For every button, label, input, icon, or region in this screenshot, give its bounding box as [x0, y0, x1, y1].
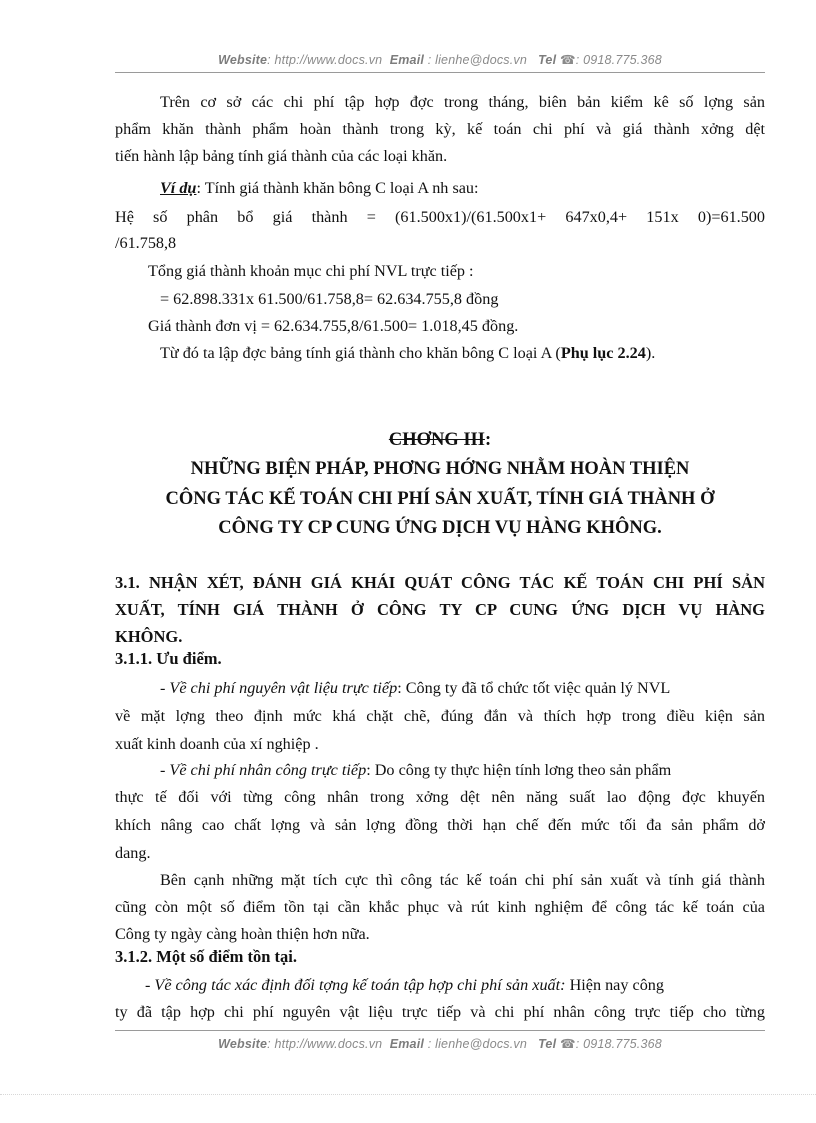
para-a-label: - Về chi phí nguyên vật liệu trực tiếp	[160, 679, 398, 697]
footer-website-label: Website	[218, 1037, 268, 1051]
para-a-line1	[160, 678, 765, 698]
section-3-1-1: 3.1.1. Ưu điểm.	[115, 649, 222, 668]
chapter-title-line1: NHỮNG BIỆN PHÁP, PHƠNG HỚNG NHẰM HOÀN THIỆN	[190, 459, 690, 479]
footer-website-url[interactable]: : http://www.docs.vn	[267, 1037, 383, 1051]
page-header	[115, 52, 765, 67]
formula2: Tổng giá thành khoản mục chi phí NVL trực tiếp :	[148, 262, 474, 280]
para-a-line2: về mặt lợng theo định mức khá chặt chẽ, đúng đắn và thích hợp trong điều kiện sản	[115, 707, 765, 725]
para-b-line2: thực tế đối với từng công nhân trong xởng dệt nên năng suất lao động đợc khuyến	[115, 788, 765, 806]
footer-rule	[115, 1030, 765, 1031]
footer-email-address[interactable]: : lienhe@docs.vn	[427, 1037, 528, 1051]
formula5	[160, 343, 810, 363]
formula1-line1: Hệ số phân bổ giá thành = (61.500x1)/(61.500x1+ 647x0,4+ 151x 0)=61.500	[115, 208, 765, 226]
para-a-line3: xuất kinh doanh của xí nghiệp .	[115, 735, 319, 753]
para-b-line1	[160, 760, 765, 780]
tel-label: Tel	[538, 53, 557, 67]
formula3: = 62.898.331x 61.500/61.758,8= 62.634.755,8 đồng	[160, 290, 499, 308]
website-label: Website	[218, 53, 268, 67]
chapter-colon: :	[484, 430, 492, 450]
section-3-1-line3: KHÔNG.	[115, 627, 183, 646]
section-3-1-2: 3.1.2. Một số điểm tồn tại.	[115, 947, 297, 966]
para-c-line2: cũng còn một số điểm tồn tại cần khắc phục và rút kinh nghiệm để công tác kế toán của	[115, 898, 765, 916]
para-a-text: : Công ty đã tổ chức tốt việc quản lý NVL	[397, 679, 671, 697]
section-3-1-line1: 3.1. NHẬN XÉT, ĐÁNH GIÁ KHÁI QUÁT CÔNG TÁC KẾ TOÁN CHI PHÍ SẢN	[115, 573, 765, 592]
page-bottom-dotted-line	[0, 1090, 816, 1095]
formula4: Giá thành đơn vị = 62.634.755,8/61.500= 1.018,45 đồng.	[148, 317, 519, 335]
p1-line1: Trên cơ sở các chi phí tập hợp đợc trong tháng, biên bản kiểm kê số lợng sản	[160, 93, 765, 111]
p1-line3: tiến hành lập bảng tính giá thành của các loại khăn.	[115, 147, 448, 165]
footer-email-label: Email	[389, 1037, 425, 1051]
email-label: Email	[389, 53, 425, 67]
para-c-line3: Công ty ngày càng hoàn thiện hơn nữa.	[115, 925, 370, 943]
formula5-text: Từ đó ta lập đợc bảng tính giá thành cho khăn bông C loại A (	[160, 344, 561, 362]
website-url[interactable]: : http://www.docs.vn	[267, 53, 383, 67]
chapter-title-line3: CÔNG TY CP CUNG ỨNG DỊCH VỤ HÀNG KHÔNG.	[218, 518, 662, 538]
footer-tel-label: Tel	[538, 1037, 557, 1051]
para-b-label: - Về chi phí nhân công trực tiếp	[160, 761, 367, 779]
section-3-1-line2: XUẤT, TÍNH GIÁ THÀNH Ở CÔNG TY CP CUNG ỨNG DỊCH VỤ HÀNG	[115, 600, 765, 619]
p1-line2: phẩm khăn thành phẩm hoàn thành trong kỳ, kế toán chi phí và giá thành xởng dệt	[115, 120, 765, 138]
para-d-line1	[145, 975, 765, 995]
para-b-text: : Do công ty thực hiện tính lơng theo sản phẩm	[366, 761, 672, 779]
para-d-text: Hiện nay công	[565, 976, 664, 994]
chapter-title-line2: CÔNG TÁC KẾ TOÁN CHI PHÍ SẢN XUẤT, TÍNH GIÁ THÀNH Ở	[165, 489, 715, 509]
para-d-label: - Về công tác xác định đối tợng kế toán tập hợp chi phí sản xuất:	[145, 976, 566, 994]
chapter-number: CHƠNG III	[388, 430, 485, 450]
para-c-line1: Bên cạnh những mặt tích cực thì công tác kế toán chi phí sản xuất và tính giá thành	[160, 871, 765, 889]
chapter-label	[115, 428, 765, 452]
example-text: : Tính giá thành khăn bông C loại A nh sau:	[196, 179, 479, 197]
formula5-end: ).	[645, 344, 656, 362]
appendix-ref: Phụ lục 2.24	[560, 344, 646, 362]
tel-number: ☎: 0918.775.368	[559, 53, 662, 67]
formula1-line2: /61.758,8	[115, 234, 177, 252]
footer-tel-number: ☎: 0918.775.368	[559, 1037, 662, 1051]
header-rule	[115, 72, 765, 73]
para-b-line4: dang.	[115, 844, 151, 862]
example-line	[160, 178, 765, 198]
para-d-line2: ty đã tập hợp chi phí nguyên vật liệu trực tiếp và chi phí nhân công trực tiếp cho từng	[115, 1003, 765, 1021]
para-b-line3: khích nâng cao chất lợng và sản lợng đồng thời hạn chế đến mức tối đa sản phẩm dở	[115, 816, 765, 834]
page-footer	[115, 1036, 765, 1051]
example-label: Ví dụ	[160, 179, 197, 197]
email-address[interactable]: : lienhe@docs.vn	[427, 53, 528, 67]
